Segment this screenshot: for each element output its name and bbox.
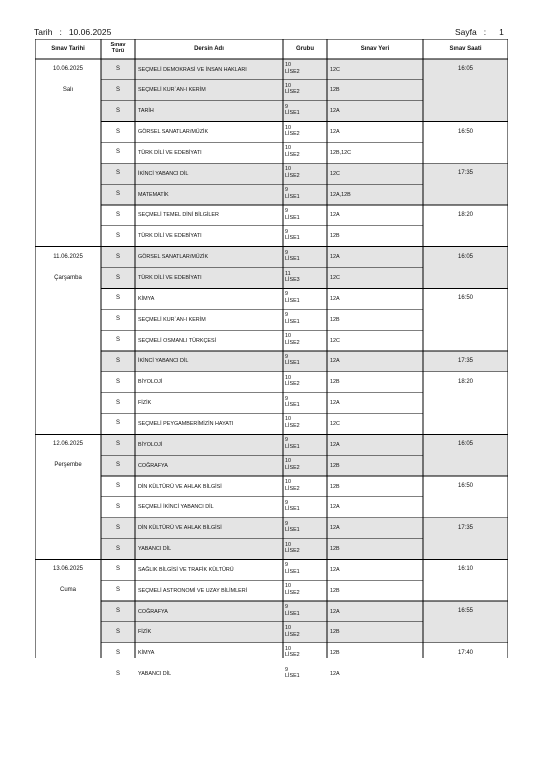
- exam-room: 12C: [330, 66, 340, 73]
- page-label: Sayfa: [455, 27, 477, 37]
- exam-time: 17:35: [457, 170, 474, 177]
- group-label: 9 LİSE1: [285, 228, 300, 242]
- date-value: 10.06.2025: [68, 27, 112, 37]
- exam-room: 12B: [330, 87, 340, 94]
- group-label: 10 LİSE2: [285, 624, 300, 638]
- exam-room: 12A: [330, 108, 340, 115]
- exam-room: 12A: [330, 504, 340, 511]
- exam-type: S: [115, 149, 121, 156]
- exam-time: 16:05: [457, 66, 474, 72]
- exam-type: S: [115, 462, 121, 469]
- exam-type: S: [115, 649, 121, 656]
- exam-room: 12C: [330, 337, 340, 344]
- course-name: BİYOLOJİ: [138, 379, 163, 386]
- course-name: SEÇMELİ ASTRONOMİ VE UZAY BİLİMLERİ: [138, 587, 248, 594]
- course-name: FİZİK: [138, 629, 152, 636]
- exam-type: S: [115, 357, 121, 364]
- course-name: SEÇMELİ OSMANLI TÜRKÇESİ: [138, 337, 217, 344]
- exam-type: S: [115, 399, 121, 406]
- exam-day: Çarşamba: [54, 274, 82, 281]
- exam-type: S: [115, 86, 121, 93]
- exam-time: 18:20: [457, 378, 474, 385]
- course-name: TÜRK DİLİ VE EDEBİYATI: [138, 149, 202, 156]
- exam-time: 16:50: [457, 128, 474, 135]
- exam-type: S: [115, 670, 121, 677]
- group-label: 9 LİSE1: [285, 312, 300, 325]
- exam-time: 17:40: [457, 649, 474, 656]
- column-header-group: Grubu: [296, 45, 314, 52]
- group-label: 10 LİSE2: [285, 458, 300, 471]
- exam-type: S: [115, 253, 121, 260]
- exam-type: S: [115, 211, 121, 218]
- course-name: COĞRAFYA: [138, 608, 168, 615]
- course-name: DİN KÜLTÜRÜ VE AHLAK BİLGİSİ: [138, 525, 222, 532]
- exam-schedule-table: [35, 39, 508, 680]
- exam-room: 12A: [330, 441, 340, 448]
- exam-time: 16:10: [457, 566, 474, 573]
- course-name: GÖRSEL SANATLAR/MÜZİK: [138, 254, 209, 261]
- exam-room: 12A: [330, 525, 340, 532]
- course-name: İKİNCİ YABANCI DİL: [138, 170, 189, 177]
- course-name: SAĞLIK BİLGİSİ VE TRAFİK KÜLTÜRÜ: [138, 566, 234, 573]
- exam-room: 12B: [330, 483, 340, 490]
- exam-room: 12A: [330, 212, 340, 219]
- exam-time: 16:05: [457, 441, 474, 448]
- group-label: 11 LİSE3: [285, 270, 300, 284]
- exam-type: S: [115, 608, 121, 615]
- exam-type: S: [115, 66, 121, 72]
- exam-type: S: [115, 566, 121, 573]
- exam-room: 12A,12B: [330, 191, 351, 198]
- course-name: TÜRK DİLİ VE EDEBİYATI: [138, 233, 202, 240]
- group-label: 9 LİSE1: [285, 207, 300, 221]
- exam-room: 12B: [330, 650, 340, 657]
- group-label: 10 LİSE2: [285, 479, 300, 492]
- column-header-room: Sınav Yeri: [360, 45, 390, 52]
- exam-day: Perşembe: [54, 462, 82, 469]
- exam-type: S: [115, 503, 121, 510]
- exam-date: 11.06.2025: [53, 253, 83, 260]
- page-number: 1: [499, 27, 504, 37]
- group-label: 10 LİSE2: [285, 124, 300, 138]
- report-date: Tarih : 10.06.2025: [34, 27, 112, 37]
- group-label: 9 LİSE1: [285, 353, 300, 367]
- exam-type: S: [115, 483, 121, 489]
- exam-type: S: [115, 232, 121, 239]
- exam-date: 12.06.2025: [52, 441, 84, 448]
- group-label: 10 LİSE2: [285, 374, 300, 388]
- exam-room: 12C: [330, 170, 340, 177]
- course-name: SEÇMELİ TEMEL DİNİ BİLGİLER: [138, 212, 219, 219]
- group-label: 9 LİSE1: [285, 249, 300, 263]
- column-header-time: Sınav Saati: [449, 45, 482, 52]
- exam-type: S: [115, 441, 121, 448]
- exam-room: 12C: [330, 275, 340, 281]
- group-label: 9 LİSE1: [285, 520, 300, 534]
- exam-time: 16:55: [457, 608, 474, 615]
- exam-time: 17:35: [457, 357, 474, 364]
- exam-type: S: [115, 295, 121, 302]
- exam-room: 12B: [330, 546, 340, 553]
- exam-time: 16:50: [457, 483, 474, 489]
- exam-time: 17:35: [457, 524, 474, 531]
- exam-time: 18:20: [457, 211, 474, 218]
- course-name: YABANCI DİL: [138, 671, 172, 678]
- exam-date: 13.06.2025: [52, 566, 84, 573]
- exam-room: 12C: [330, 420, 340, 427]
- course-name: İKİNCİ YABANCI DİL: [138, 358, 189, 365]
- group-label: 9 LİSE1: [285, 437, 300, 450]
- exam-type: S: [115, 191, 121, 198]
- group-label: 10 LİSE2: [285, 645, 300, 659]
- course-name: COĞRAFYA: [138, 462, 168, 469]
- exam-type: S: [115, 378, 121, 385]
- exam-type: S: [115, 337, 121, 344]
- group-label: 9 LİSE1: [285, 604, 300, 617]
- group-label: 9 LİSE1: [285, 562, 300, 575]
- exam-room: 12B: [330, 587, 340, 594]
- group-label: 10 LİSE2: [285, 145, 300, 158]
- group-label: 9 LİSE1: [285, 291, 300, 304]
- exam-type: S: [115, 628, 121, 635]
- course-name: KİMYA: [138, 650, 155, 657]
- exam-day: Cuma: [59, 587, 77, 594]
- group-label: 9 LİSE1: [285, 187, 300, 200]
- group-label: 10 LİSE2: [285, 541, 300, 555]
- exam-type: S: [115, 420, 121, 427]
- page-indicator: Sayfa : 1: [455, 27, 504, 37]
- course-name: SEÇMELİ DEMOKRASİ VE İNSAN HAKLARI: [138, 66, 247, 73]
- exam-room: 12B: [330, 379, 340, 386]
- exam-room: 12A: [330, 671, 340, 678]
- course-name: DİN KÜLTÜRÜ VE AHLAK BİLGİSİ: [138, 483, 222, 490]
- exam-type: S: [115, 128, 121, 135]
- course-name: SEÇMELİ İKİNCİ YABANCI DİL: [138, 504, 214, 511]
- exam-room: 12B,12C: [330, 149, 351, 156]
- course-name: GÖRSEL SANATLAR/MÜZİK: [138, 129, 209, 136]
- table-grid: [35, 39, 508, 658]
- course-name: KİMYA: [138, 295, 155, 302]
- exam-room: 12A: [330, 129, 340, 136]
- group-label: 9 LİSE1: [285, 499, 300, 513]
- exam-type: S: [115, 170, 121, 177]
- group-label: 10 LİSE2: [285, 62, 300, 75]
- exam-room: 12B: [330, 316, 340, 323]
- course-name: TARİH: [138, 108, 154, 115]
- exam-type: S: [115, 107, 121, 114]
- group-label: 10 LİSE2: [285, 333, 300, 346]
- exam-room: 12A: [330, 254, 340, 261]
- group-label: 10 LİSE2: [285, 82, 300, 96]
- group-label: 9 LİSE1: [285, 103, 300, 117]
- exam-time: 16:05: [457, 253, 474, 260]
- column-header-course: Dersin Adı: [194, 45, 224, 52]
- exam-day: Salı: [62, 87, 74, 93]
- exam-room: 12B: [330, 233, 340, 240]
- exam-time: 16:50: [457, 295, 474, 302]
- course-name: SEÇMELİ PEYGAMBERİMİZİN HAYATI: [138, 420, 234, 427]
- exam-room: 12A: [330, 295, 340, 302]
- exam-room: 12A: [330, 400, 340, 407]
- course-name: TÜRK DİLİ VE EDEBİYATI: [138, 275, 202, 281]
- course-name: MATEMATİK: [138, 191, 169, 198]
- exam-type: S: [115, 587, 121, 594]
- exam-type: S: [115, 274, 121, 281]
- exam-type: S: [115, 316, 121, 323]
- group-label: 10 LİSE2: [285, 416, 300, 430]
- exam-room: 12A: [330, 566, 340, 573]
- course-name: BİYOLOJİ: [138, 441, 163, 448]
- exam-room: 12B: [330, 629, 340, 636]
- course-name: YABANCI DİL: [138, 546, 172, 553]
- exam-room: 12A: [330, 358, 340, 365]
- course-name: SEÇMELİ KUR`AN-I KERİM: [138, 87, 206, 94]
- group-label: 10 LİSE2: [285, 583, 300, 596]
- group-label: 9 LİSE1: [285, 395, 300, 409]
- exam-room: 12A: [330, 608, 340, 615]
- exam-date: 10.06.2025: [52, 66, 84, 72]
- exam-type: S: [115, 545, 121, 552]
- column-header-date: Sınav Tarihi: [51, 45, 85, 52]
- group-label: 9 LİSE1: [285, 666, 300, 680]
- exam-type: S: [115, 524, 121, 531]
- column-header-type: Sınav Türü: [110, 41, 126, 55]
- course-name: SEÇMELİ KUR`AN-I KERİM: [138, 316, 206, 323]
- exam-room: 12B: [330, 462, 340, 469]
- date-label: Tarih: [34, 27, 53, 37]
- course-name: FİZİK: [138, 400, 152, 407]
- group-label: 10 LİSE2: [285, 166, 300, 179]
